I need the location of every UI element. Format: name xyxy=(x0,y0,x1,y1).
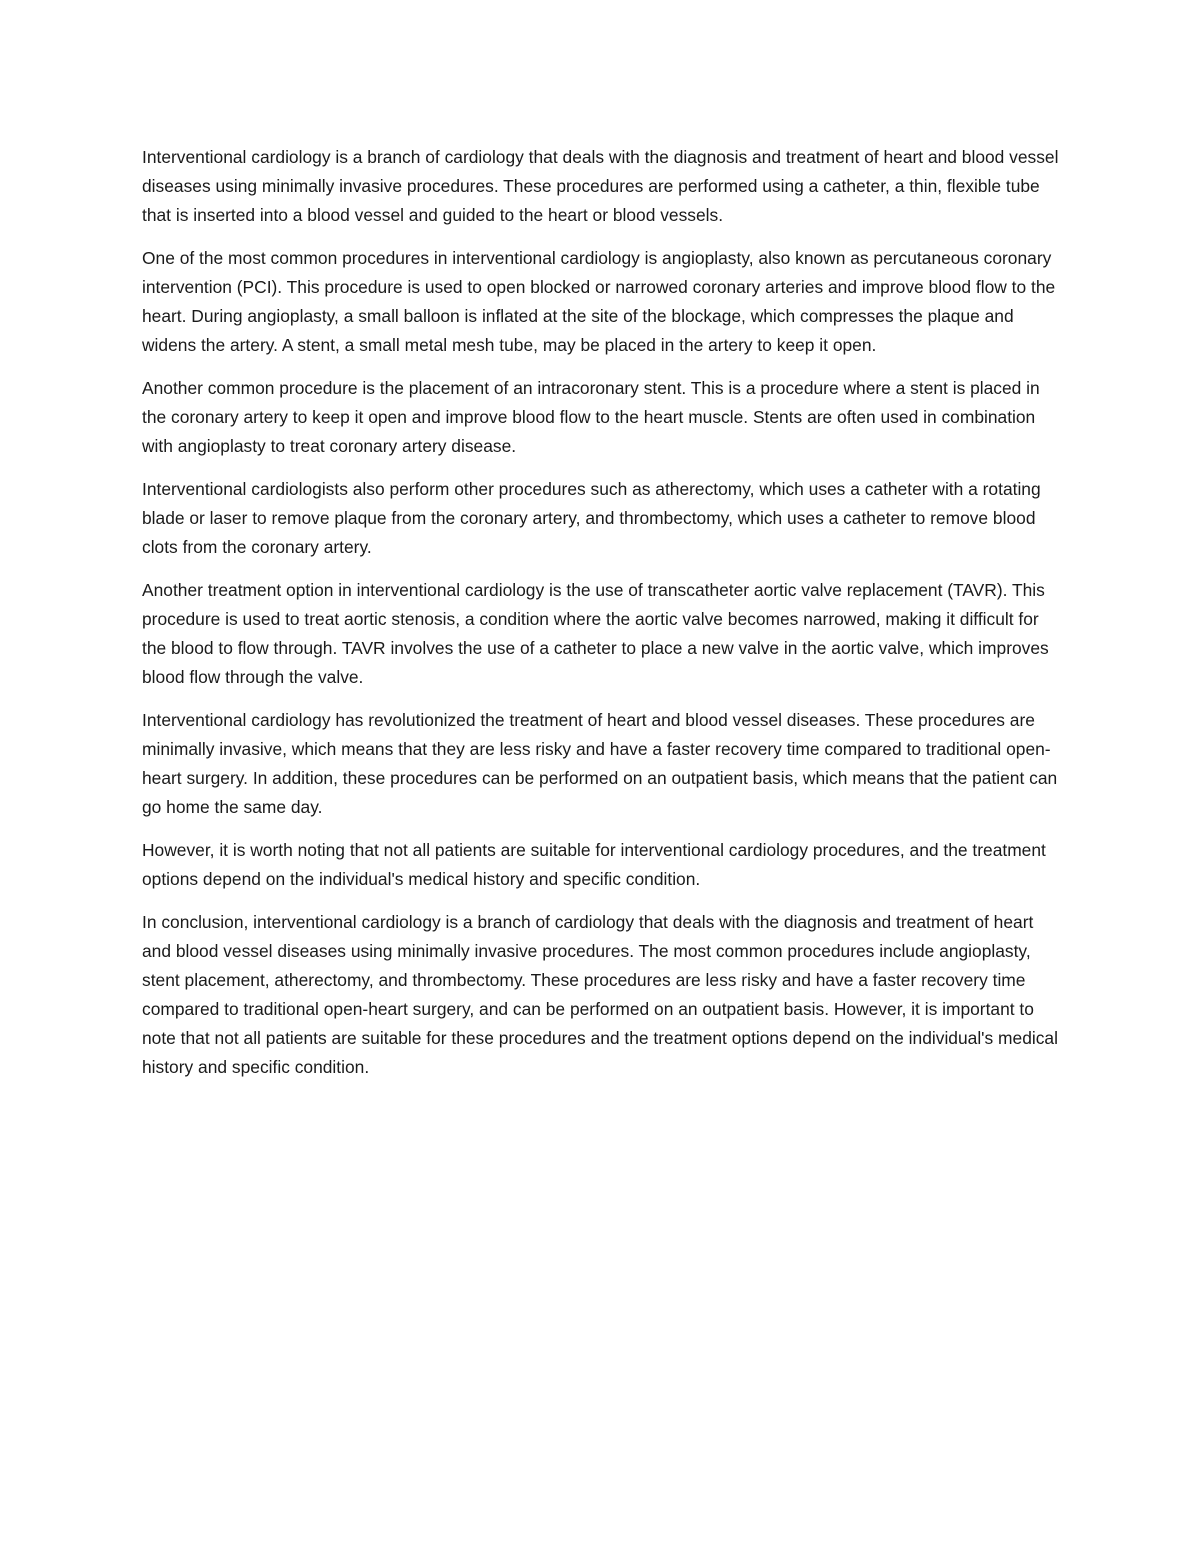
paragraph-intro: Interventional cardiology is a branch of cardiology that deals with the diagnosis and treatment of heart and blood vessel diseases using minimally invasive procedures. These procedures are performed using a catheter, a thin, flexible tube that is inserted into a blood vessel and guided to the heart or blood vessels. xyxy=(142,147,1059,225)
paragraph-stent: Another common procedure is the placement of an intracoronary stent. This is a procedure where a stent is placed in the coronary artery to keep it open and improve blood flow to the heart muscle. Stents are often used in combination with angioplasty to treat coronary artery disease. xyxy=(142,378,1040,456)
paragraph-atherectomy: Interventional cardiologists also perform other procedures such as atherectomy, which uses a catheter with a rotating blade or laser to remove plaque from the coronary artery, and thrombectomy, which uses a catheter to remove blood clots from the coronary artery. xyxy=(142,479,1041,557)
paragraph-benefits: Interventional cardiology has revolutionized the treatment of heart and blood vessel diseases. These procedures are minimally invasive, which means that they are less risky and have a faster recovery time compared to traditional open-heart surgery. In addition, these procedures can be performed on an outpatient basis, which means that the patient can go home the same day. xyxy=(142,710,1058,817)
document-body xyxy=(142,143,1060,1096)
paragraph-angioplasty: One of the most common procedures in interventional cardiology is angioplasty, also known as percutaneous coronary intervention (PCI). This procedure is used to open blocked or narrowed coronary arteries and improve blood flow to the heart. During angioplasty, a small balloon is inflated at the site of the blockage, which compresses the plaque and widens the artery. A stent, a small metal mesh tube, may be placed in the artery to keep it open. xyxy=(142,248,1056,355)
paragraph-tavr: Another treatment option in interventional cardiology is the use of transcatheter aortic valve replacement (TAVR). This procedure is used to treat aortic stenosis, a condition where the aortic valve becomes narrowed, making it difficult for the blood to flow through. TAVR involves the use of a catheter to place a new valve in the aortic valve, which improves blood flow through the valve. xyxy=(142,580,1049,687)
paragraph-conclusion: In conclusion, interventional cardiology is a branch of cardiology that deals with the diagnosis and treatment of heart and blood vessel diseases using minimally invasive procedures. The most common procedures include angioplasty, stent placement, atherectomy, and thrombectomy. These procedures are less risky and have a faster recovery time compared to traditional open-heart surgery, and can be performed on an outpatient basis. However, it is important to note that not all patients are suitable for these procedures and the treatment options depend on the individual's medical history and specific condition. xyxy=(142,912,1058,1077)
paragraph-caveat: However, it is worth noting that not all patients are suitable for interventional cardiology procedures, and the treatment options depend on the individual's medical history and specific condition. xyxy=(142,840,1046,889)
